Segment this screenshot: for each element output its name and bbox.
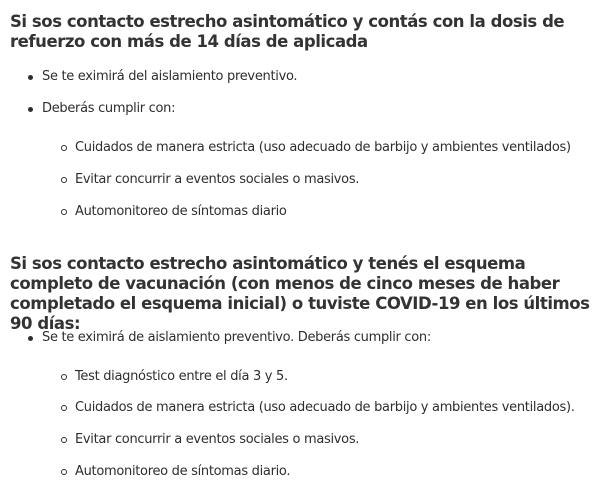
section-heading: Si sos contacto estrecho asintomático y tenés el esquema completo de vacunación (con menos de cinco meses de haber completado el esquema inicial) o tuviste COVID-19 en los últimos 90 días: xyxy=(10,254,590,333)
sublist-item-text: Evitar concurrir a eventos sociales o masivos. xyxy=(75,432,360,447)
list-item-text: Deberás cumplir con: xyxy=(42,101,176,116)
sublist-item-text: Automonitoreo de síntomas diario. xyxy=(75,464,291,479)
list-item-text: Se te eximirá de aislamiento preventivo. Deberás cumplir con: xyxy=(42,330,431,345)
sublist-item-text: Cuidados de manera estricta (uso adecuado de barbijo y ambientes ventilados) xyxy=(75,140,571,155)
sublist-item-text: Evitar concurrir a eventos sociales o masivos. xyxy=(75,172,360,187)
sublist-item-text: Automonitoreo de síntomas diario xyxy=(75,204,287,219)
sublist-item-text: Cuidados de manera estricta (uso adecuado de barbijo y ambientes ventilados). xyxy=(75,400,575,415)
sublist-item-text: Test diagnóstico entre el día 3 y 5. xyxy=(75,369,288,384)
list-item-text: Se te eximirá del aislamiento preventivo. xyxy=(42,69,298,84)
section-heading: Si sos contacto estrecho asintomático y contás con la dosis de refuerzo con más de 14 días de aplicada xyxy=(10,12,565,51)
